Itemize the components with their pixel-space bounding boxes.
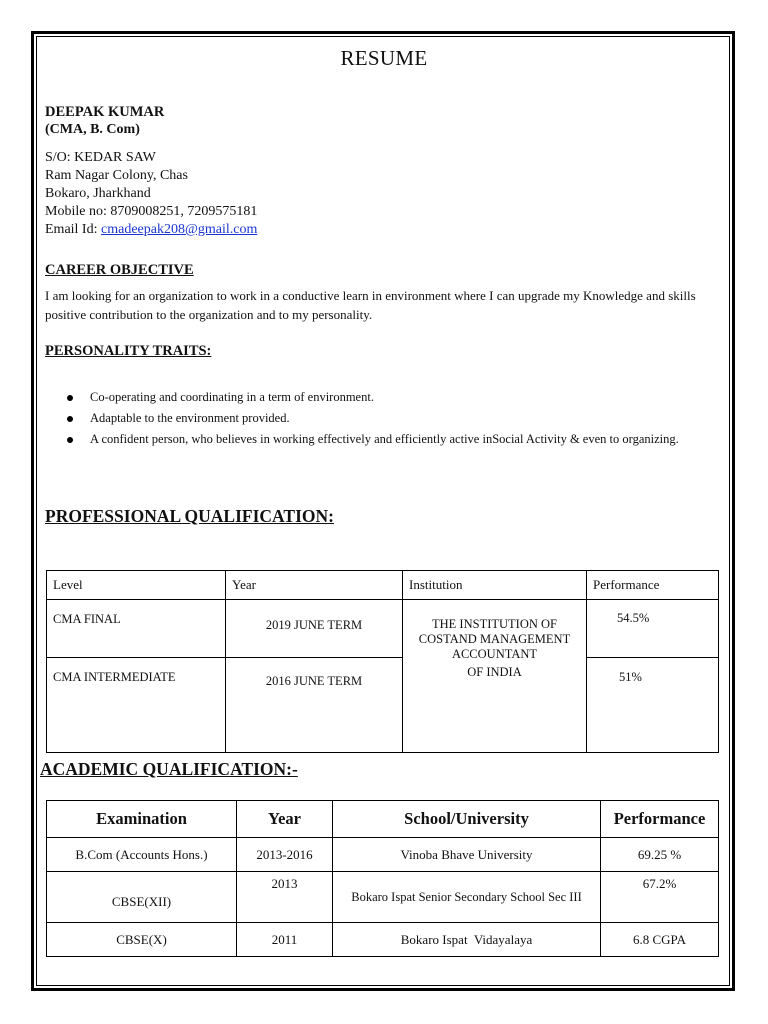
email-row	[45, 221, 257, 239]
exam-cell: CBSE(XII)	[47, 872, 237, 923]
table-row	[47, 872, 719, 923]
column-header: Performance	[601, 801, 719, 838]
address-line: S/O: KEDAR SAW	[45, 150, 156, 165]
year-cell: 2019 JUNE TERM	[226, 600, 403, 658]
level-cell: CMA FINAL	[47, 600, 226, 658]
personality-traits-heading: PERSONALITY TRAITS:	[45, 343, 212, 359]
institution-line: COSTAND MANAGEMENT	[418, 632, 571, 646]
column-header: Performance	[587, 571, 719, 600]
column-header: Year	[226, 571, 403, 600]
column-header: Level	[47, 571, 226, 600]
bullet-icon	[67, 437, 73, 443]
performance-cell: 6.8 CGPA	[601, 923, 719, 957]
level-cell: CMA INTERMEDIATE	[47, 658, 226, 753]
bullet-icon	[67, 395, 73, 401]
candidate-credentials: (CMA, B. Com)	[45, 122, 140, 137]
trait-text: Adaptable to the environment provided.	[90, 411, 290, 425]
email-link[interactable]: cmadeepak208@gmail.com	[101, 222, 258, 237]
performance-cell: 51%	[587, 658, 719, 753]
page-title: RESUME	[340, 46, 428, 70]
bullet-icon	[67, 416, 73, 422]
exam-cell: B.Com (Accounts Hons.)	[47, 838, 237, 872]
trait-text: Co-operating and coordinating in a term of environment.	[90, 390, 374, 404]
column-header: Institution	[403, 571, 587, 600]
list-item	[66, 410, 716, 426]
list-item	[66, 431, 716, 447]
performance-cell: 69.25 %	[601, 838, 719, 872]
professional-qualification-heading: PROFESSIONAL QUALIFICATION:	[45, 506, 334, 526]
professional-qualification-table	[46, 570, 719, 753]
personality-traits-list	[66, 389, 716, 452]
trait-text: A confident person, who believes in working effectively and efficiently active inSocial Activity & even to organizing.	[90, 432, 679, 446]
year-cell: 2011	[237, 923, 333, 957]
table-header-row	[47, 801, 719, 838]
academic-qualification-table	[46, 800, 719, 957]
address-line: Bokaro, Jharkhand	[45, 186, 151, 201]
year-cell: 2013	[237, 872, 333, 923]
table-row	[47, 600, 719, 658]
mobile-number: Mobile no: 8709008251, 7209575181	[45, 204, 258, 219]
performance-cell: 54.5%	[587, 600, 719, 658]
institution-cell	[403, 600, 587, 753]
table-row	[47, 838, 719, 872]
column-header: Examination	[47, 801, 237, 838]
institution-line: THE INSTITUTION OF	[432, 617, 557, 631]
year-cell: 2016 JUNE TERM	[226, 658, 403, 753]
institution-line: ACCOUNTANT	[451, 647, 538, 661]
address-line: Ram Nagar Colony, Chas	[45, 168, 188, 183]
career-objective-heading: CAREER OBJECTIVE	[45, 262, 194, 278]
academic-qualification-heading: ACADEMIC QUALIFICATION:-	[40, 759, 298, 779]
table-row	[47, 923, 719, 957]
performance-cell: 67.2%	[601, 872, 719, 923]
school-cell: Bokaro Ispat Vidayalaya	[333, 923, 601, 957]
table-row	[47, 658, 719, 753]
column-header: Year	[237, 801, 333, 838]
candidate-name: DEEPAK KUMAR	[45, 104, 165, 120]
school-cell: Bokaro Ispat Senior Secondary School Sec III	[333, 872, 601, 923]
year-cell: 2013-2016	[237, 838, 333, 872]
table-header-row	[47, 571, 719, 600]
list-item	[66, 389, 716, 405]
email-label: Email Id:	[45, 222, 98, 237]
column-header: School/University	[333, 801, 601, 838]
institution-line: OF INDIA	[467, 665, 522, 679]
career-objective-text: I am looking for an organization to work in a conductive learn in environment where I can upgrade my Knowledge and skills positive contribution to the organization and to my personality.	[45, 288, 696, 322]
school-cell: Vinoba Bhave University	[333, 838, 601, 872]
exam-cell: CBSE(X)	[47, 923, 237, 957]
